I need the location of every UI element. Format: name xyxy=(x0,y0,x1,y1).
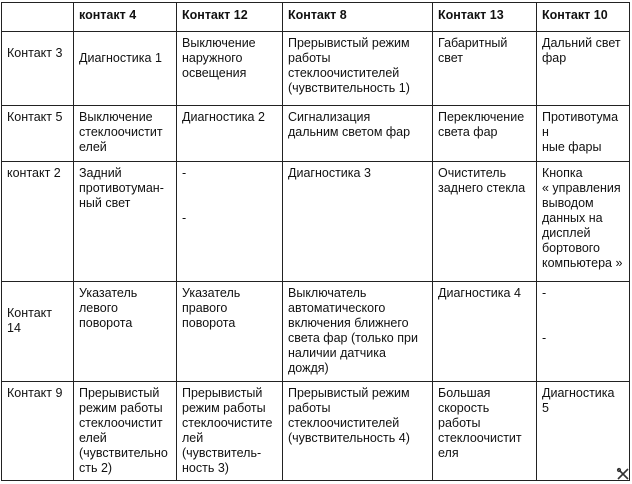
header-cell: Контакт 12 xyxy=(177,3,283,32)
row-label: Контакт 9 xyxy=(2,382,74,481)
header-cell: Контакт 8 xyxy=(283,3,433,32)
table-cell: - - xyxy=(177,162,283,282)
table-cell: Задний противотуман- ный свет xyxy=(74,162,177,282)
table-cell: Габаритный свет xyxy=(433,32,537,106)
table-cell: Сигнализация дальним светом фар xyxy=(283,106,433,162)
table-row xyxy=(2,32,630,106)
table-cell: Диагностика 3 xyxy=(283,162,433,282)
header-cell: Контакт 13 xyxy=(433,3,537,32)
table-cell: Дальний свет фар xyxy=(537,32,630,106)
header-cell: контакт 4 xyxy=(74,3,177,32)
tools-icon xyxy=(616,467,630,481)
table-cell: Диагностика 2 xyxy=(177,106,283,162)
table-row xyxy=(2,162,630,282)
table-cell: Очиститель заднего стекла xyxy=(433,162,537,282)
header-cell-empty xyxy=(2,3,74,32)
table-cell: Кнопка « управления выводом данных на дисплей бортового компьютера » xyxy=(537,162,630,282)
table-cell: - - xyxy=(537,282,630,382)
table-cell: Выключатель автоматического включения ближнего света фар (только при наличии датчика дождя) xyxy=(283,282,433,382)
table-row xyxy=(2,106,630,162)
table-cell: Прерывистый режим работы стеклоочистите лей (чувствитель- ность 3) xyxy=(177,382,283,481)
header-cell: Контакт 10 xyxy=(537,3,630,32)
contact-table xyxy=(1,2,630,481)
table-row xyxy=(2,282,630,382)
table-cell: Указатель левого поворота xyxy=(74,282,177,382)
table-cell: Выключение наружного освещения xyxy=(177,32,283,106)
row-label: Контакт 14 xyxy=(2,282,74,382)
table-cell: Прерывистый режим работы стеклоочистит елей (чувствительно сть 2) xyxy=(74,382,177,481)
table-cell: Диагностика 5 xyxy=(537,382,630,481)
table-row xyxy=(2,382,630,481)
row-label: Контакт 5 xyxy=(2,106,74,162)
row-label: Контакт 3 xyxy=(2,32,74,106)
table-cell: Диагностика 1 xyxy=(74,32,177,106)
table-cell: Переключение света фар xyxy=(433,106,537,162)
table-cell: Указатель правого поворота xyxy=(177,282,283,382)
table-cell: Прерывистый режим работы стеклоочистителей (чувствительность 1) xyxy=(283,32,433,106)
table-cell: Большая скорость работы стеклоочистит еля xyxy=(433,382,537,481)
row-label: контакт 2 xyxy=(2,162,74,282)
header-row xyxy=(2,3,630,32)
table-cell: Противотуман ные фары xyxy=(537,106,630,162)
table-cell: Диагностика 4 xyxy=(433,282,537,382)
table-cell: Прерывистый режим работы стеклоочистителей (чувствительность 4) xyxy=(283,382,433,481)
table-cell: Выключение стеклоочистит елей xyxy=(74,106,177,162)
